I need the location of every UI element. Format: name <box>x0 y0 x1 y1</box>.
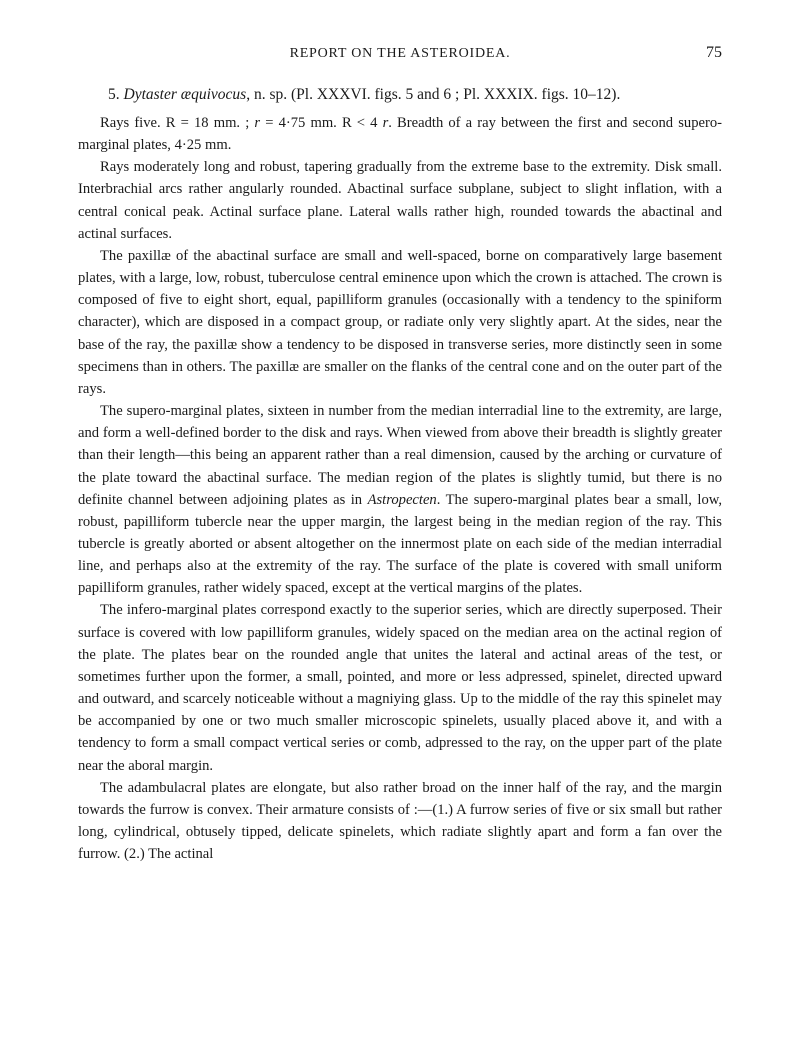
italic-text: Astropecten <box>367 491 437 508</box>
paragraph <box>78 156 722 245</box>
paragraph <box>78 400 722 599</box>
page <box>78 42 722 865</box>
species-number: 5. <box>108 86 120 103</box>
running-header <box>78 42 722 68</box>
paragraph-text: Rays moderately long and robust, tapering gradually from the extreme base to the extremity. Disk small. Interbrachial arcs rather angularly rounded. Abactinal surface subplane, subject to slight inflation, with a central conical peak. Actinal surface plane. Lateral walls rather high, rounded towards the abactinal and actinal surfaces. <box>78 159 722 242</box>
paragraph-text: Rays five. R = 18 mm. ; <box>100 115 255 131</box>
paragraph <box>78 112 722 156</box>
paragraph-text: = 4·75 mm. R < 4 <box>260 115 383 131</box>
page-number: 75 <box>706 44 722 61</box>
paragraph <box>78 245 722 400</box>
species-heading <box>78 84 722 106</box>
paragraph-text: The paxillæ of the abactinal surface are small and well-spaced, borne on comparatively large basement plates, with a large, low, robust, tuberculose central eminence upon which the crown is attached. The crown is composed of five to eight short, equal, papilliform granules (occasionally with a tendency to the spiniform character), which are disposed in a compact group, or radiate only very slightly apart. At the sides, near the base of the ray, the paxillæ show a tendency to be disposed in transverse series, more distinctly seen in some specimens than in others. The paxillæ are smaller on the flanks of the central cone and on the outer part of the rays. <box>78 247 722 397</box>
italic-text: r <box>382 115 389 131</box>
paragraph-text: . The supero-marginal plates bear a small, low, robust, papilliform tubercle near the upper margin, the largest being in the median region of the ray. This tubercle is greatly aborted or absent altogether on the innermost plate on each side of the median interradial line, and perhaps also at the extremity of the ray. The surface of the plate is covered with small uniform papilliform granules, rather widely spaced, except at the vertical margins of the plates. <box>78 491 722 597</box>
paragraph-text: . Breadth of a ray between the first and second supero-marginal plates, 4·25 mm. <box>78 115 723 154</box>
paragraph-text: The adambulacral plates are elongate, but also rather broad on the inner half of the ray, and the margin towards the furrow is convex. Their armature consists of :—(1.) A furrow series of five or six small but rather long, cylindrical, obtusely tipped, delicate spinelets, which radiate slightly apart and form a fan over the furrow. (2.) The actinal <box>78 779 722 863</box>
italic-text: r <box>254 115 261 131</box>
paragraph <box>78 599 722 776</box>
running-title: REPORT ON THE ASTEROIDEA. <box>289 46 511 61</box>
paragraph-text: The infero-marginal plates correspond exactly to the superior series, which are directly superposed. Their surface is covered with low papilliform granules, widely spaced on the median area on the actinal region of the plate. The plates bear on the rounded angle that unites the lateral and actinal areas of the test, or sometimes further upon the former, a small, pointed, and more or less adpressed, spinelet, directed upward and outward, and scarcely noticeable without a magniying glass. Up to the middle of the ray this spinelet may be accompanied by one or two much smaller microscopic spinelets, usually placed above it, and with a tendency to form a small compact vertical series or comb, adpressed to the ray, on the upper part of the plate near the aboral margin. <box>78 602 722 774</box>
paragraph-text: The supero-marginal plates, sixteen in number from the median interradial line to the extremity, are large, and form a well-defined border to the disk and rays. When viewed from above their breadth is slightly greater than their length—this being an apparent rather than a real dimension, caused by the arching or curvature of the plate toward the abactinal surface. The median region of the plates is slightly tumid, but there is no definite channel between adjoining plates as in <box>78 403 722 508</box>
species-name: Dytaster æquivocus <box>123 86 247 103</box>
body-text <box>78 112 722 865</box>
paragraph <box>78 777 722 866</box>
species-references: , n. sp. (Pl. XXXVI. figs. 5 and 6 ; Pl. XXXIX. figs. 10–12). <box>246 86 621 103</box>
